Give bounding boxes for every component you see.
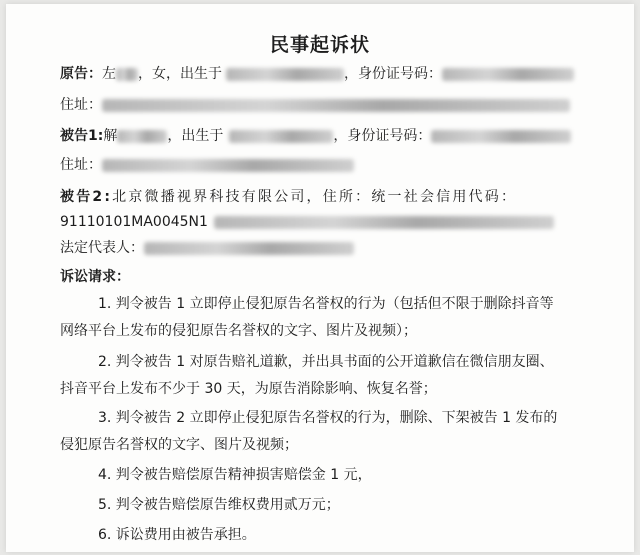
claim-2: 2. 判令被告 1 对原告赔礼道歉，并出具书面的公开道歉信在微信朋友圈、 <box>98 354 554 370</box>
credit-code: 91110101MA0045N1 <box>60 214 208 230</box>
defendant1-line <box>60 127 571 145</box>
claim-2-cont: 抖音平台上发布不少于 30 天，为原告消除影响、恢复名誉； <box>60 381 437 397</box>
defendant1-id-label: ，身份证号码： <box>333 128 432 144</box>
claim-4: 4. 判令被告赔偿原告精神损害赔偿金 1 元， <box>98 467 372 483</box>
claim-6: 6. 诉讼费用由被告承担。 <box>98 527 256 543</box>
claim-1: 1. 判令被告 1 立即停止侵犯原告名誉权的行为（包括但不限于删除抖音等 <box>98 296 554 312</box>
legal-rep-line <box>60 239 354 257</box>
legal-rep-label: 法定代表人： <box>60 240 144 256</box>
redacted-address <box>102 159 354 172</box>
redacted-id-number <box>431 130 571 143</box>
defendant2-line <box>60 188 517 206</box>
complaint-document <box>6 4 634 552</box>
claim-1-cont: 网络平台上发布的侵犯原告名誉权的文字、图片及视频）； <box>60 323 417 339</box>
defendant1-birth: ，出生于 <box>167 128 224 144</box>
claims-heading: 诉讼请求： <box>60 269 130 285</box>
plaintiff-id-label: ，身份证号码： <box>344 66 442 82</box>
claim-3-cont: 侵犯原告名誉权的文字、图片及视频； <box>60 437 298 453</box>
claim-3: 3. 判令被告 2 立即停止侵犯原告名誉权的行为，删除、下架被告 1 发布的 <box>98 410 558 426</box>
document-title: 民事起诉状 <box>269 34 370 56</box>
redacted-rep-name <box>144 242 354 255</box>
redacted-name <box>117 130 167 143</box>
defendant2-code-line <box>60 213 554 231</box>
defendant1-name-start: 解 <box>103 128 118 144</box>
redacted-name <box>116 68 138 81</box>
redacted-id-number <box>442 68 574 81</box>
defendant2-company-info: 北京微播视界科技有限公司，住所：统一社会信用代码： <box>112 189 518 205</box>
plaintiff-gender-birth: ，女，出生于 <box>138 66 222 82</box>
plaintiff-address-line <box>60 96 570 114</box>
redacted-birthdate <box>229 130 333 143</box>
defendant1-address-label: 住址： <box>60 157 102 173</box>
defendant2-label: 被告2: <box>60 189 113 205</box>
plaintiff-label: 原告： <box>60 66 102 82</box>
redacted-address <box>214 216 554 229</box>
defendant1-address-line <box>60 156 354 174</box>
defendant1-label: 被告1: <box>60 128 104 144</box>
plaintiff-address-label: 住址： <box>60 97 102 113</box>
redacted-birthdate <box>226 68 344 81</box>
claim-5: 5. 判令被告赔偿原告维权费用贰万元； <box>98 497 340 513</box>
redacted-address <box>102 99 570 112</box>
plaintiff-name-start: 左 <box>102 66 116 82</box>
plaintiff-line <box>60 65 574 83</box>
